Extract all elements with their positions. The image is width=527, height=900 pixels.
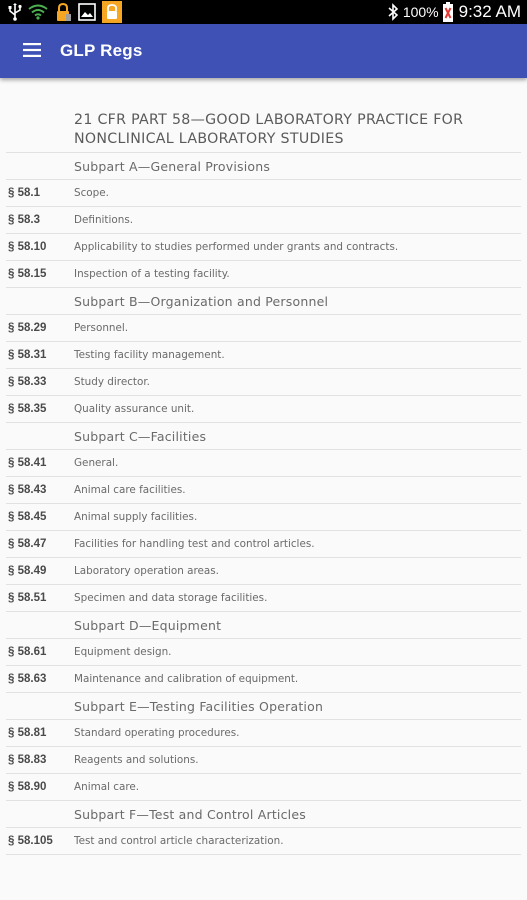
- subpart-header: [6, 153, 521, 180]
- menu-button[interactable]: [0, 24, 64, 78]
- section-number: § 58.15: [8, 268, 47, 280]
- section-number: § 58.47: [8, 538, 47, 550]
- subpart-title: Subpart F—Test and Control Articles: [74, 806, 306, 822]
- battery-icon: [443, 0, 453, 24]
- section-title: Laboratory operation areas.: [74, 565, 219, 577]
- section-number: § 58.33: [8, 376, 47, 388]
- section-item[interactable]: [6, 828, 521, 855]
- section-item[interactable]: [6, 558, 521, 585]
- section-title: Scope.: [74, 187, 109, 199]
- section-item[interactable]: [6, 207, 521, 234]
- hamburger-icon: [23, 42, 41, 61]
- section-title: Standard operating procedures.: [74, 727, 240, 739]
- status-bar: [0, 0, 527, 24]
- subpart-header: [6, 612, 521, 639]
- section-number: § 58.61: [8, 646, 47, 658]
- section-title: Animal supply facilities.: [74, 511, 198, 523]
- subpart-header: [6, 693, 521, 720]
- section-title: Test and control article characterization.: [74, 835, 284, 847]
- section-title: Study director.: [74, 376, 150, 388]
- section-item[interactable]: [6, 720, 521, 747]
- subpart-header: [6, 423, 521, 450]
- app-title: GLP Regs: [60, 41, 143, 60]
- section-title: Definitions.: [74, 214, 134, 226]
- section-number: § 58.1: [8, 187, 40, 199]
- usb-icon: [8, 0, 22, 24]
- section-number: § 58.51: [8, 592, 47, 604]
- section-title: Animal care.: [74, 781, 140, 793]
- section-item[interactable]: [6, 369, 521, 396]
- section-title: Testing facility management.: [74, 349, 225, 361]
- section-number: § 58.43: [8, 484, 47, 496]
- section-item[interactable]: [6, 450, 521, 477]
- section-title: Quality assurance unit.: [74, 403, 195, 415]
- section-item[interactable]: [6, 639, 521, 666]
- app-bar: [0, 24, 527, 78]
- section-title: Specimen and data storage facilities.: [74, 592, 268, 604]
- section-number: § 58.63: [8, 673, 47, 685]
- regulation-list: [0, 78, 527, 855]
- subpart-title: Subpart D—Equipment: [74, 617, 222, 633]
- section-title: Facilities for handling test and control articles.: [74, 538, 315, 550]
- lock-icon: [54, 0, 72, 24]
- lock-icon: [102, 0, 122, 24]
- subpart-title: Subpart B—Organization and Personnel: [74, 293, 329, 309]
- section-item[interactable]: [6, 477, 521, 504]
- subpart-title: Subpart A—General Provisions: [74, 158, 271, 174]
- section-title: Personnel.: [74, 322, 129, 334]
- status-bar-right: [387, 0, 527, 24]
- gallery-icon: [78, 0, 96, 24]
- section-item[interactable]: [6, 315, 521, 342]
- section-number: § 58.81: [8, 727, 47, 739]
- section-item[interactable]: [6, 261, 521, 288]
- section-item[interactable]: [6, 234, 521, 261]
- subpart-title: Subpart E—Testing Facilities Operation: [74, 698, 324, 714]
- section-number: § 58.35: [8, 403, 47, 415]
- section-item[interactable]: [6, 396, 521, 423]
- clock: 9:32 AM: [458, 2, 521, 21]
- section-number: § 58.41: [8, 457, 47, 469]
- section-title: General.: [74, 457, 119, 469]
- status-bar-left: [0, 0, 122, 24]
- section-title: Animal care facilities.: [74, 484, 186, 496]
- section-item[interactable]: [6, 180, 521, 207]
- section-title: Inspection of a testing facility.: [74, 268, 230, 280]
- section-item[interactable]: [6, 666, 521, 693]
- section-title: Equipment design.: [74, 646, 172, 658]
- section-title: Maintenance and calibration of equipment.: [74, 673, 299, 685]
- subpart-title: Subpart C—Facilities: [74, 428, 207, 444]
- battery-percent: 100%: [402, 4, 439, 20]
- section-item[interactable]: [6, 504, 521, 531]
- section-number: § 58.10: [8, 241, 47, 253]
- section-item[interactable]: [6, 585, 521, 612]
- section-item[interactable]: [6, 531, 521, 558]
- section-title: Applicability to studies performed under grants and contracts.: [74, 241, 399, 253]
- section-number: § 58.90: [8, 781, 47, 793]
- section-number: § 58.31: [8, 349, 47, 361]
- subpart-header: [6, 801, 521, 828]
- section-item[interactable]: [6, 774, 521, 801]
- subparts-container: [0, 153, 527, 855]
- document-title: 21 CFR PART 58—GOOD LABORATORY PRACTICE FOR NONCLINICAL LABORATORY STUDIES: [74, 112, 464, 147]
- section-number: § 58.49: [8, 565, 47, 577]
- section-number: § 58.45: [8, 511, 47, 523]
- section-item[interactable]: [6, 342, 521, 369]
- section-number: § 58.83: [8, 754, 47, 766]
- section-item[interactable]: [6, 747, 521, 774]
- section-number: § 58.29: [8, 322, 47, 334]
- bluetooth-icon: [387, 0, 399, 24]
- subpart-header: [6, 288, 521, 315]
- section-number: § 58.105: [8, 835, 53, 847]
- section-number: § 58.3: [8, 214, 40, 226]
- wifi-icon: [28, 0, 48, 24]
- section-title: Reagents and solutions.: [74, 754, 199, 766]
